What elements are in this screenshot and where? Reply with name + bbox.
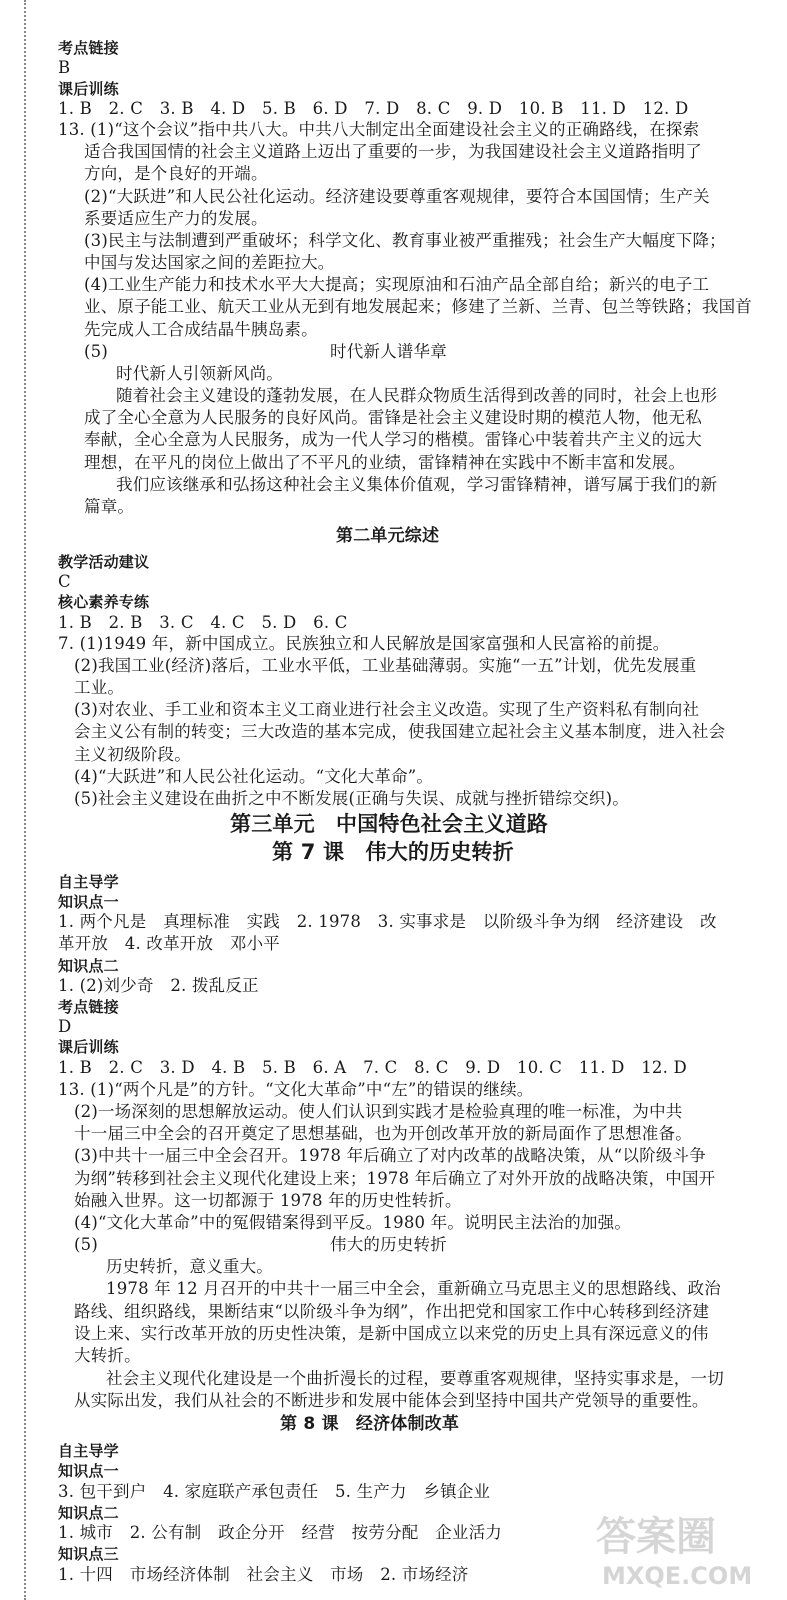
- answer-line: 13. (1)“两个凡是”的方针。“文化大革命”中“左”的错误的继续。: [58, 1080, 534, 1099]
- answer-line: (4)工业生产能力和技术水平大大提高；实现原油和石油产品全部自给；新兴的电子工: [84, 275, 710, 294]
- answer-line: 历史转折，意义重大。: [106, 1257, 273, 1276]
- answer-line: 1. 城市 2. 公有制 政企分开 经营 按劳分配 企业活力: [58, 1523, 502, 1542]
- section-heading: 教学活动建议: [58, 553, 150, 571]
- answer-line: 革开放 4. 改革开放 邓小平: [58, 934, 280, 953]
- answer-line: B: [58, 58, 71, 77]
- answer-line: 先完成人工合成结晶牛胰岛素。: [84, 320, 318, 339]
- answer-line: C: [58, 572, 71, 591]
- answer-line: 从实际出发，我们从社会的不断进步和发展中能体会到坚持中国共产党领导的重要性。: [74, 1391, 709, 1410]
- answer-line: 路线、组织路线，果断结束“以阶级斗争为纲”，作出把党和国家工作中心转移到经济建: [74, 1302, 710, 1321]
- lesson-title: 第 8 课 经济体制改革: [280, 1414, 460, 1434]
- lesson-title: 第二单元综述: [336, 526, 440, 546]
- answer-line: 社会主义现代化建设是一个曲折漫长的过程，要尊重客观规律，坚持实事求是，一切: [106, 1369, 724, 1388]
- answer-line: 设上来、实行改革开放的历史性决策，是新中国成立以来党的历史上具有深远意义的伟: [74, 1324, 709, 1343]
- answer-line: 1. (2)刘少奇 2. 拨乱反正: [58, 976, 259, 995]
- answer-line: (5): [84, 342, 108, 361]
- answer-line: 大转折。: [74, 1346, 141, 1365]
- answer-line: 1. B 2. C 3. D 4. B 5. B 6. A 7. C 8. C 9. D 10. C 11. D 12. D: [58, 1058, 687, 1077]
- answer-line: 7. (1)1949 年，新中国成立。民族独立和人民解放是国家富强和人民富裕的前提。: [58, 634, 670, 653]
- answer-line: 随着社会主义建设的蓬勃发展，在人民群众物质生活得到改善的同时，社会上也形: [116, 386, 718, 405]
- section-heading: 课后训练: [58, 1038, 119, 1056]
- answer-line: 中国与发达国家之间的差距拉大。: [84, 253, 335, 272]
- answer-line: 会主义公有制的转变；三大改造的基本完成，使我国建立起社会主义基本制度，进入社会: [74, 722, 726, 741]
- lesson-title: 第三单元 中国特色社会主义道路: [230, 812, 548, 836]
- answer-line: 3. 包干到户 4. 家庭联产承包责任 5. 生产力 乡镇企业: [58, 1482, 491, 1501]
- section-heading: 考点链接: [58, 39, 119, 57]
- watermark-logo-text: 答案圈: [596, 1514, 716, 1560]
- answer-line: D: [58, 1017, 72, 1036]
- answer-line: 我们应该继承和弘扬这种社会主义集体价值观，学习雷锋精神，谱写属于我们的新: [116, 475, 718, 494]
- answer-line: 篇章。: [84, 497, 135, 516]
- answer-line: 时代新人谱华章: [330, 342, 447, 361]
- answer-line: 时代新人引领新风尚。: [116, 364, 283, 383]
- section-heading: 核心素养专练: [58, 593, 150, 611]
- answer-line: (2)一场深刻的思想解放运动。使人们认识到实践才是检验真理的唯一标准，为中共: [74, 1102, 683, 1121]
- section-heading: 知识点二: [58, 1504, 119, 1522]
- answer-line: 十一届三中全会的召开奠定了思想基础，也为开创改革开放的新局面作了思想准备。: [74, 1124, 692, 1143]
- answer-line: (3)对农业、手工业和资本主义工商业进行社会主义改造。实现了生产资料私有制向社: [74, 700, 700, 719]
- answer-line: (2)“大跃进”和人民公社化运动。经济建设要尊重客观规律，要符合本国国情；生产关: [84, 187, 710, 206]
- answer-line: 业、原子能工业、航天工业从无到有地发展起来；修建了兰新、兰青、包兰等铁路；我国首: [84, 297, 752, 316]
- answer-line: (4)“文化大革命”中的冤假错案得到平反。1980 年。说明民主法治的加强。: [74, 1213, 632, 1232]
- answer-line: (2)我国工业(经济)落后，工业水平低，工业基础薄弱。实施“一五”计划，优先发展重: [74, 656, 697, 675]
- section-heading: 考点链接: [58, 998, 119, 1016]
- section-heading: 课后训练: [58, 80, 119, 98]
- section-heading: 知识点一: [58, 1462, 119, 1480]
- answer-line: (3)中共十一届三中全会召开。1978 年后确立了对内改革的战略决策，从“以阶级斗争: [74, 1146, 706, 1165]
- answer-line: 为纲”转移到社会主义现代化建设上来；1978 年后确立了对外开放的战略决策，中国开: [74, 1169, 716, 1188]
- answer-line: 始融入世界。这一切都源于 1978 年的历史性转折。: [74, 1191, 462, 1210]
- answer-line: 1. B 2. B 3. C 4. C 5. D 6. C: [58, 613, 348, 632]
- section-heading: 知识点一: [58, 893, 119, 911]
- answer-line: (5): [74, 1235, 98, 1254]
- answer-line: 1. 十四 市场经济体制 社会主义 市场 2. 市场经济: [58, 1565, 469, 1584]
- answer-line: 理想，在平凡的岗位上做出了不平凡的业绩，雷锋精神在实践中不断丰富和发展。: [84, 453, 686, 472]
- section-heading: 知识点三: [58, 1545, 119, 1563]
- answer-line: 1978 年 12 月召开的中共十一届三中全会，重新确立马克思主义的思想路线、政治: [106, 1279, 721, 1298]
- answer-line: 主义初级阶段。: [74, 745, 191, 764]
- lesson-title: 第 7 课 伟大的历史转折: [272, 840, 514, 864]
- answer-line: 13. (1)“这个会议”指中共八大。中共八大制定出全面建设社会主义的正确路线，在探索: [58, 120, 700, 139]
- answer-line: 1. 两个凡是 真理标准 实践 2. 1978 3. 实事求是 以阶级斗争为纲 经济建设 改: [58, 912, 717, 931]
- answer-line: 1. B 2. C 3. B 4. D 5. B 6. D 7. D 8. C 9. D 10. B 11. D 12. D: [58, 99, 689, 118]
- section-heading: 自主导学: [58, 1442, 119, 1460]
- section-heading: 知识点二: [58, 957, 119, 975]
- binding-dotted-line: [24, 0, 26, 1600]
- answer-line: 适合我国国情的社会主义道路上迈出了重要的一步，为我国建设社会主义道路指明了: [84, 142, 702, 161]
- answer-line: (4)“大跃进”和人民公社化运动。“文化大革命”。: [74, 767, 434, 786]
- answer-line: 奉献，全心全意为人民服务，成为一代人学习的楷模。雷锋心中装着共产主义的远大: [84, 430, 702, 449]
- answer-line: 成了全心全意为人民服务的良好风尚。雷锋是社会主义建设时期的模范人物，他无私: [84, 408, 702, 427]
- answer-line: (5)社会主义建设在曲折之中不断发展(正确与失误、成就与挫折错综交织)。: [74, 789, 629, 808]
- answer-line: 方向，是个良好的开端。: [84, 164, 268, 183]
- watermark-logo: [588, 1500, 778, 1592]
- section-heading: 自主导学: [58, 873, 119, 891]
- answer-line: (3)民主与法制遭到严重破坏；科学文化、教育事业被严重摧残；社会生产大幅度下降；: [84, 231, 726, 250]
- answer-line: 伟大的历史转折: [330, 1235, 447, 1254]
- answer-line: 工业。: [74, 678, 125, 697]
- answer-line: 系要适应生产力的发展。: [84, 209, 268, 228]
- watermark-domain: MXQE.COM: [602, 1562, 753, 1590]
